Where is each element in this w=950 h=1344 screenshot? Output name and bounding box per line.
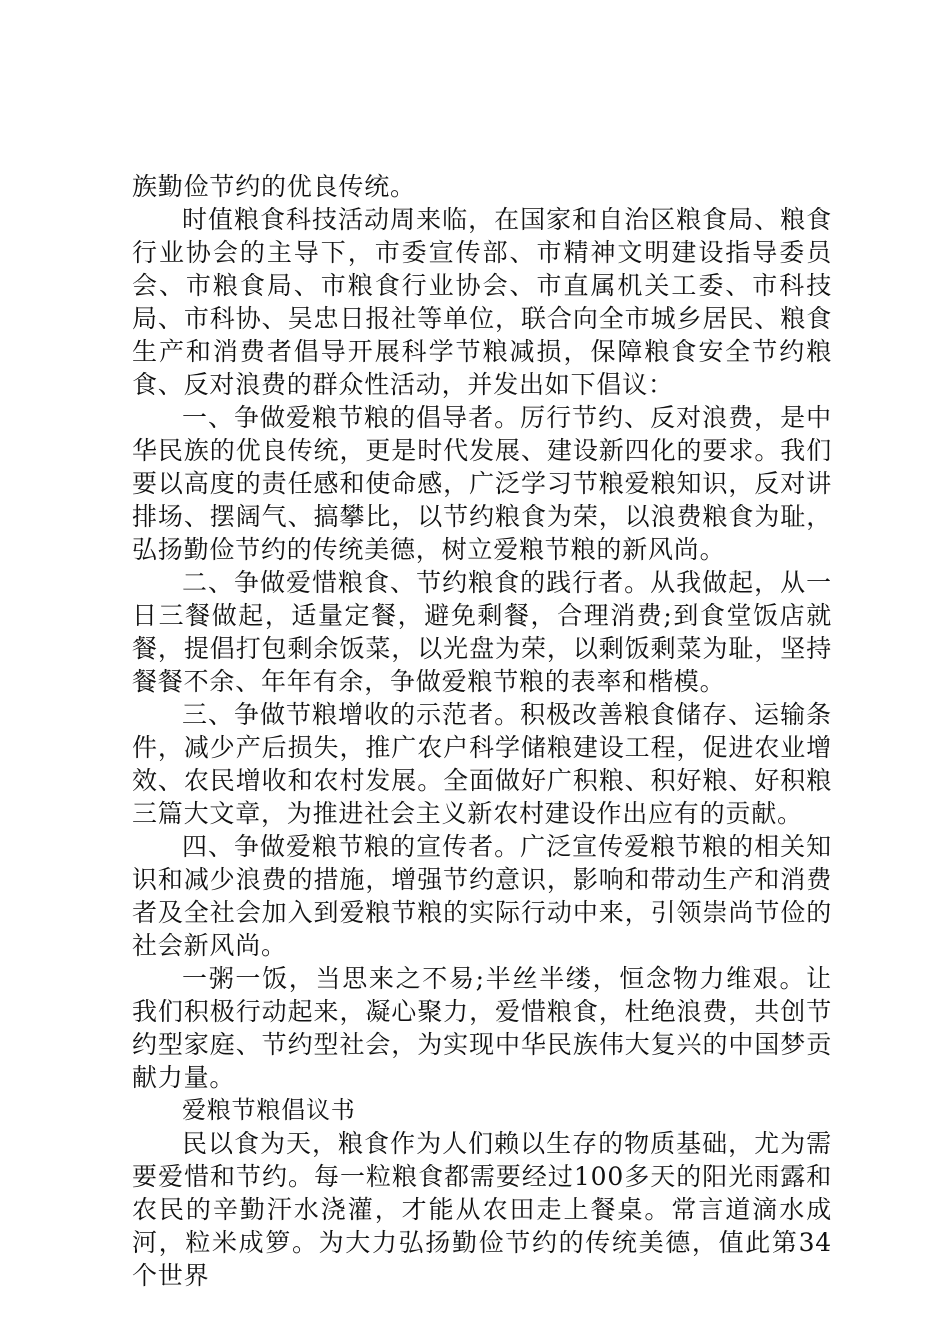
paragraph-new-section-opening: 民以食为天，粮食作为人们赖以生存的物质基础，尤为需要爱惜和节约。每一粒粮食都需要经过100多天的阳光雨露和农民的辛勤汗水浇灌，才能从农田走上餐桌。常言道滴水成河，粒米成箩。为大力弘扬勤俭节约的传统美德，值此第34个世界 xyxy=(132,1129,832,1290)
paragraph-proposal-3: 三、争做节粮增收的示范者。积极改善粮食储存、运输条件，减少产后损失，推广农户科学储粮建设工程，促进农业增效、农民增收和农村发展。全面做好广积粮、积好粮、好积粮三篇大文章，为推进社会主义新农村建设作出应有的贡献。 xyxy=(132,700,832,828)
paragraph-proposal-1: 一、争做爱粮节粮的倡导者。厉行节约、反对浪费，是中华民族的优良传统，更是时代发展、建设新四化的要求。我们要以高度的责任感和使命感，广泛学习节粮爱粮知识，反对讲排场、摆阔气、搞攀比，以节约粮食为荣，以浪费粮食为耻，弘扬勤俭节约的传统美德，树立爱粮节粮的新风尚。 xyxy=(132,403,832,564)
paragraph-proposal-4: 四、争做爱粮节粮的宣传者。广泛宣传爱粮节粮的相关知识和减少浪费的措施，增强节约意识，影响和带动生产和消费者及全社会加入到爱粮节粮的实际行动中来，引领崇尚节俭的社会新风尚。 xyxy=(132,832,832,960)
document-body xyxy=(132,170,832,1292)
paragraph-intro: 时值粮食科技活动周来临，在国家和自治区粮食局、粮食行业协会的主导下，市委宣传部、市精神文明建设指导委员会、市粮食局、市粮食行业协会、市直属机关工委、市科技局、市科协、吴忠日报社等单位，联合向全市城乡居民、粮食生产和消费者倡导开展科学节粮减损，保障粮食安全节约粮食、反对浪费的群众性活动，并发出如下倡议： xyxy=(132,205,832,399)
paragraph-conclusion: 一粥一饭，当思来之不易;半丝半缕，恒念物力维艰。让我们积极行动起来，凝心聚力，爱惜粮食，杜绝浪费，共创节约型家庭、节约型社会，为实现中华民族伟大复兴的中国梦贡献力量。 xyxy=(132,964,832,1092)
section-title: 爱粮节粮倡议书 xyxy=(182,1096,356,1124)
paragraph-proposal-2: 二、争做爱惜粮食、节约粮食的践行者。从我做起，从一日三餐做起，适量定餐，避免剩餐，合理消费;到食堂饭店就餐，提倡打包剩余饭菜，以光盘为荣，以剩饭剩菜为耻，坚持餐餐不余、年年有余，争做爱粮节粮的表率和楷模。 xyxy=(132,568,832,696)
paragraph-continuation: 族勤俭节约的优良传统。 xyxy=(132,172,416,201)
